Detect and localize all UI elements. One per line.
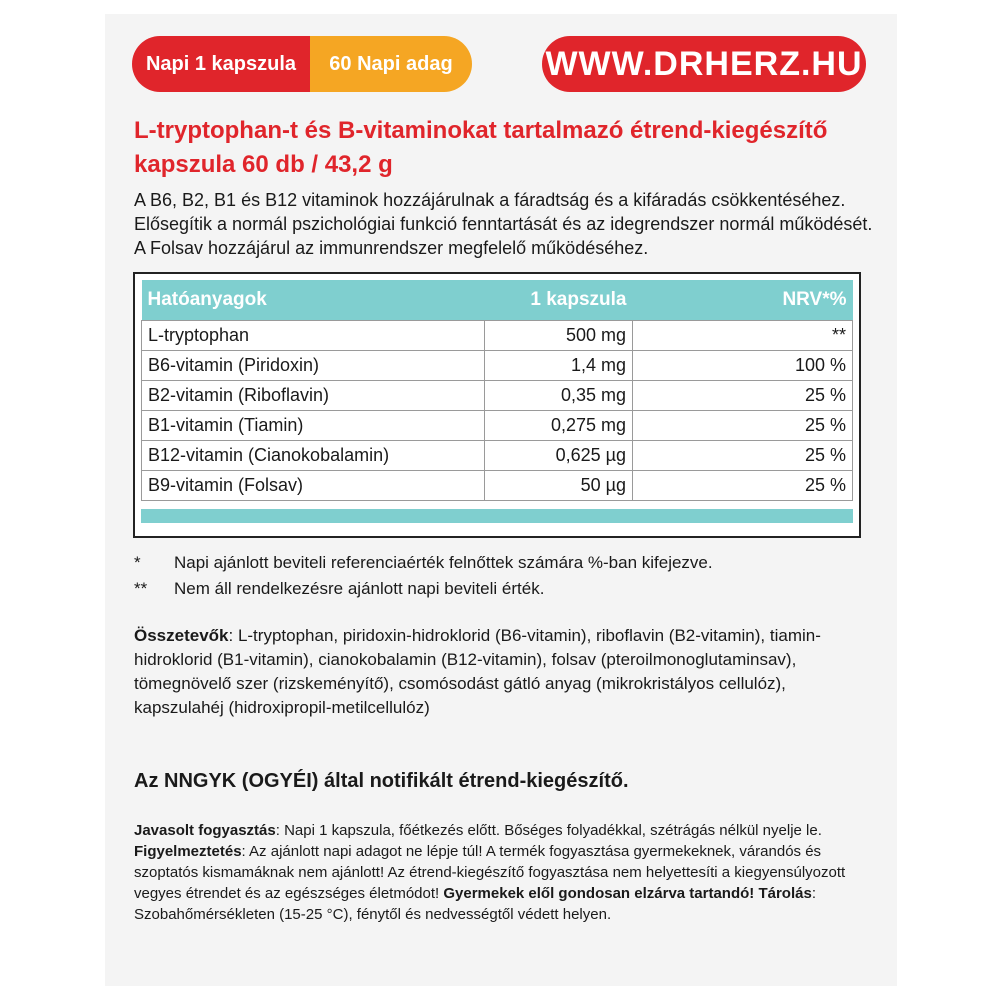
nutrition-table bbox=[133, 272, 861, 538]
table-row bbox=[142, 321, 853, 351]
table-row bbox=[142, 351, 853, 381]
ingredient-amount: 50 µg bbox=[485, 471, 633, 501]
notification-statement: Az NNGYK (OGYÉI) által notifikált étrend-kiegészítő. bbox=[134, 770, 629, 792]
storage-label: Gyermekek elől gondosan elzárva tartandó! Tárolás bbox=[443, 885, 812, 902]
ingredient-nrv: 25 % bbox=[633, 381, 853, 411]
ingredient-name: L-tryptophan bbox=[142, 321, 485, 351]
ingredients-list: : L-tryptophan, piridoxin-hidroklorid (B6-vitamin), riboflavin (B2-vitamin), tiamin-hidroklorid (B1-vitamin), cianokobalamin (B12-vitamin), folsav (pteroilmonoglutaminsav), tömegnövelő szer (rizskeményítő), csomósodást gátló anyag (mikrokristályos cellulóz), kapszulahéj (hidroxipropil-metilcellulóz) bbox=[134, 626, 821, 717]
intro-text: A B6, B2, B1 és B12 vitaminok hozzájárulnak a fáradtság és a kifáradás csökkentéséhez. Elősegítik a normál pszichológiai funkció fenntartását és az idegrendszer normál működését. A Folsav hozzájárul az immunrendszer megfelelő működéséhez. bbox=[134, 190, 873, 258]
ingredient-nrv: ** bbox=[633, 321, 853, 351]
table-row bbox=[142, 441, 853, 471]
ingredient-name: B9-vitamin (Folsav) bbox=[142, 471, 485, 501]
ingredient-name: B12-vitamin (Cianokobalamin) bbox=[142, 441, 485, 471]
daily-dose-badge: Napi 1 kapszula bbox=[132, 36, 310, 92]
ingredient-amount: 0,275 mg bbox=[485, 411, 633, 441]
servings-badge: 60 Napi adag bbox=[310, 36, 472, 92]
footnote bbox=[134, 576, 874, 602]
table-header-row bbox=[142, 280, 853, 321]
ingredients-text bbox=[134, 624, 874, 720]
ingredient-name: B2-vitamin (Riboflavin) bbox=[142, 381, 485, 411]
ingredient-amount: 500 mg bbox=[485, 321, 633, 351]
dose-badge bbox=[132, 36, 472, 92]
footnote-mark: ** bbox=[134, 579, 148, 598]
footnote-mark: * bbox=[134, 553, 141, 572]
ingredients-label: Összetevők bbox=[134, 626, 229, 645]
usage-text bbox=[134, 820, 874, 925]
header-active-ingredients: Hatóanyagok bbox=[142, 280, 485, 321]
ingredient-amount: 1,4 mg bbox=[485, 351, 633, 381]
footnote bbox=[134, 550, 874, 576]
ingredient-nrv: 100 % bbox=[633, 351, 853, 381]
ingredient-name: B1-vitamin (Tiamin) bbox=[142, 411, 485, 441]
website-badge[interactable]: WWW.DRHERZ.HU bbox=[542, 36, 866, 92]
ingredient-name: B6-vitamin (Piridoxin) bbox=[142, 351, 485, 381]
footnote-text: Napi ajánlott beviteli referenciaérték felnőttek számára %-ban kifejezve. bbox=[174, 553, 713, 572]
footnotes bbox=[134, 550, 874, 602]
footnote-text: Nem áll rendelkezésre ajánlott napi beviteli érték. bbox=[174, 579, 545, 598]
ingredient-amount: 0,625 µg bbox=[485, 441, 633, 471]
table-row bbox=[142, 411, 853, 441]
table-footer-bar bbox=[141, 509, 853, 523]
product-title: L-tryptophan-t és B-vitaminokat tartalmazó étrend-kiegészítő kapszula 60 db / 43,2 g bbox=[134, 117, 828, 178]
warning-text: : Az ajánlott napi adagot ne lépje túl! A termék fogyasztása gyermekeknek, várandós és szoptatós kismamáknak nem ajánlott! Az étrend-kiegészítő fogyasztása nem helyettesíti a kiegyensúlyozott vegyes étrendet és az egészséges életmódot! bbox=[134, 843, 846, 902]
header-per-capsule: 1 kapszula bbox=[485, 280, 633, 321]
header-nrv: NRV*% bbox=[633, 280, 853, 321]
table-row bbox=[142, 471, 853, 501]
usage-instructions: : Napi 1 kapszula, főétkezés előtt. Bőséges folyadékkal, szétrágás nélkül nyelje le. bbox=[275, 822, 822, 839]
ingredient-nrv: 25 % bbox=[633, 411, 853, 441]
ingredient-amount: 0,35 mg bbox=[485, 381, 633, 411]
usage-label: Javasolt fogyasztás bbox=[134, 822, 276, 839]
ingredient-nrv: 25 % bbox=[633, 471, 853, 501]
warning-label: Figyelmeztetés bbox=[134, 843, 242, 860]
ingredient-nrv: 25 % bbox=[633, 441, 853, 471]
storage-text: : Szobahőmérsékleten (15-25 °C), fénytől és nedvességtől védett helyen. bbox=[134, 885, 816, 923]
table-row bbox=[142, 381, 853, 411]
